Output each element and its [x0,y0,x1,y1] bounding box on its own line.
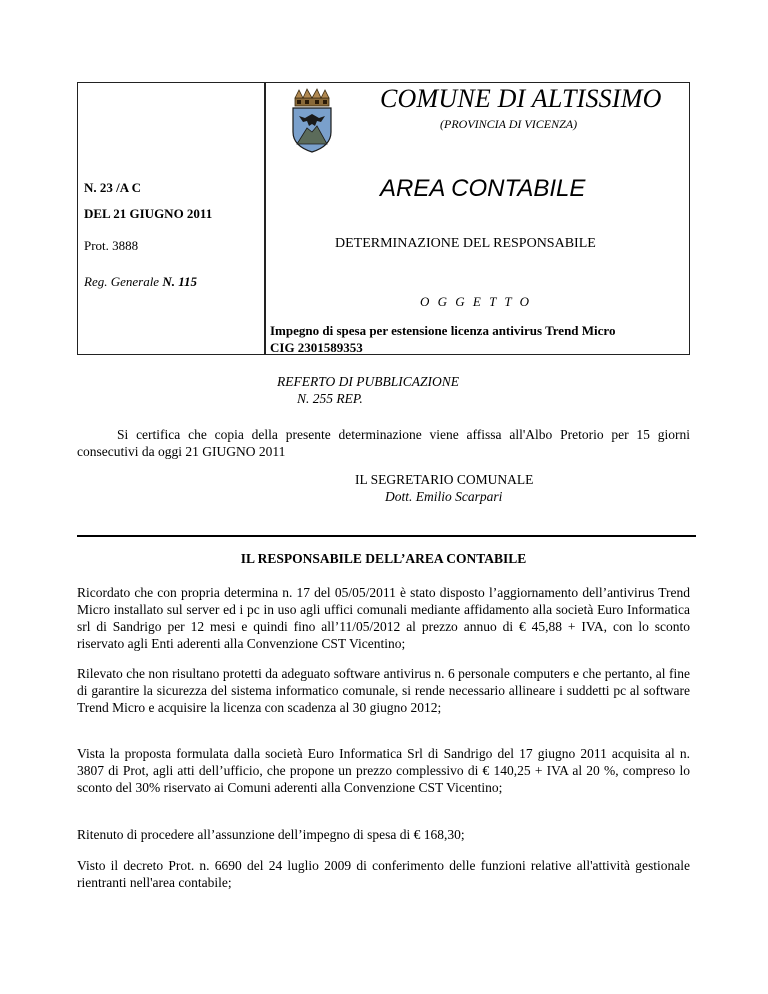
municipality-title: COMUNE DI ALTISSIMO [380,84,662,113]
area-title: AREA CONTABILE [380,175,586,202]
registry-label: Reg. Generale [84,274,160,289]
registry-number [84,274,197,290]
subject-line-1: Impegno di spesa per estensione licenza antivirus Trend Micro [270,323,616,338]
protocol-number: Prot. 3888 [84,238,139,253]
publication-title: REFERTO DI PUBBLICAZIONE [277,374,459,389]
determination-title: DETERMINAZIONE DEL RESPONSABILE [335,236,596,251]
document-date: DEL 21 GIUGNO 2011 [84,206,213,221]
signer-role: IL SEGRETARIO COMUNALE [355,472,534,487]
header-divider [264,82,266,355]
subject-line-2: CIG 2301589353 [270,340,363,355]
municipal-crest-icon [287,88,337,154]
paragraph-1: Ricordato che con propria determina n. 17 del 05/05/2011 è stato disposto l’aggiornamento dell’antivirus Trend Micro installato sul server ed i pc in uso agli uffici comunali mediante affidamento alla società Euro Informatica srl di Sandrigo per 12 mesi e quindi fino all’11/05/2012 al prezzo annuo di € 45,88 + IVA, con lo sconto riservato agli Enti aderenti alla Convenzione CST Vicentino; [77,585,690,651]
paragraph-5: Visto il decreto Prot. n. 6690 del 24 luglio 2009 di conferimento delle funzioni relative all'attività gestionale rientranti nell'area contabile; [77,858,690,890]
publication-certification: Si certifica che copia della presente determinazione viene affissa all'Albo Pretorio per 15 giorni consecutivi da oggi 21 GIUGNO 2011 [77,427,690,459]
signer-name: Dott. Emilio Scarpari [385,489,503,504]
registry-value: N. 115 [162,274,198,289]
body-heading: IL RESPONSABILE DELL’AREA CONTABILE [240,551,527,566]
section-divider [77,535,696,537]
province-subtitle: (PROVINCIA DI VICENZA) [440,117,578,131]
paragraph-4: Ritenuto di procedere all’assunzione dell’impegno di spesa di € 168,30; [77,827,465,842]
subject-text [270,322,615,356]
document-number: N. 23 /A C [84,180,142,195]
publication-rep: N. 255 REP. [297,391,363,406]
paragraph-2: Rilevato che non risultano protetti da adeguato software antivirus n. 6 personale computers e che pertanto, al fine di garantire la sicurezza del sistema informatico comunale, si rende necessario allineare i suddetti pc al software Trend Micro e acquisire la licenza con scadenza al 30 giugno 2012; [77,666,690,715]
subject-heading: O G G E T T O [420,294,532,309]
paragraph-3: Vista la proposta formulata dalla società Euro Informatica Srl di Sandrigo del 17 giugno 2011 acquisita al n. 3807 di Prot, agli atti dell’ufficio, che propone un prezzo complessivo di € 140,25 + IVA al 20 %, compreso lo sconto del 30% riservato ai Comuni aderenti alla Convenzione CST Vicentino; [77,746,690,795]
